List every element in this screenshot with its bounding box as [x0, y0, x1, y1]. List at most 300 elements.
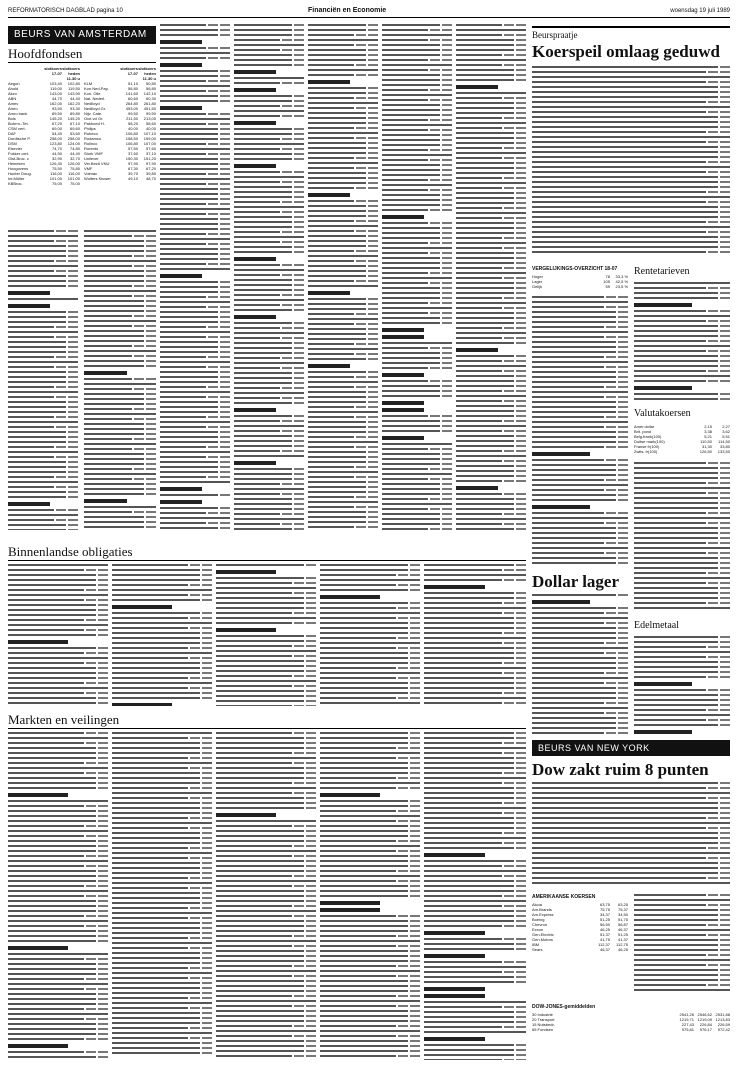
text-line: [216, 792, 316, 795]
text-line: [424, 817, 526, 820]
text-line: [216, 577, 316, 580]
text-line: [216, 700, 316, 703]
text-line: [634, 949, 730, 952]
text-line: [112, 807, 212, 810]
row-label: Kon. Olie: [84, 91, 101, 96]
text-line: [234, 478, 304, 481]
text-line: [216, 570, 276, 574]
text-line: [634, 462, 730, 465]
text-line: [634, 592, 730, 595]
text-line: [456, 297, 526, 300]
text-line: [456, 498, 526, 501]
text-line: [320, 767, 420, 770]
row-label: Wolters Kluwer: [84, 176, 111, 181]
row-label: Hoogovens: [8, 166, 29, 171]
row-label: 30 Industrie: [532, 1012, 553, 1017]
text-line: [112, 599, 212, 602]
running-header: [8, 6, 730, 18]
text-line: [456, 137, 526, 140]
text-line: [112, 762, 212, 765]
text-line: [532, 687, 628, 690]
text-line: [308, 318, 378, 321]
text-line: [532, 66, 730, 69]
text-line: [112, 967, 212, 970]
text-line: [320, 627, 420, 630]
text-line: [8, 697, 108, 700]
text-line: [634, 477, 730, 480]
text-line: [456, 44, 526, 47]
text-line: [320, 752, 420, 755]
text-line: [320, 840, 420, 843]
text-line: [382, 328, 424, 332]
text-line: [112, 847, 212, 850]
text-line: [160, 178, 230, 181]
row-label: Akzo: [8, 91, 17, 96]
text-line: [456, 257, 526, 260]
text-line: [320, 702, 420, 705]
row-label: Elsevier: [8, 146, 23, 151]
text-line: [308, 391, 378, 394]
text-line: [160, 476, 230, 479]
text-line: [424, 832, 526, 835]
text-line: [112, 917, 212, 920]
row-label: Ver.Bezit VNU: [84, 161, 110, 166]
row-value: 60,60: [127, 96, 138, 101]
text-line: [308, 49, 378, 52]
text-line: [424, 931, 485, 935]
text-line: [634, 944, 730, 947]
text-line: [8, 401, 78, 404]
text-line: [234, 332, 304, 335]
text-line: [234, 342, 304, 345]
row-value: 40,00: [145, 126, 156, 131]
row-value: 58,60: [145, 121, 156, 126]
text-line: [308, 358, 378, 361]
row-value: 106,80: [125, 131, 138, 136]
text-line: [160, 441, 230, 444]
row-value: 63,25: [617, 902, 628, 907]
text-line: [382, 425, 452, 428]
text-line: [8, 311, 78, 314]
text-line: [456, 410, 526, 413]
text-line: [320, 850, 420, 853]
text-line: [424, 880, 526, 883]
text-line: [8, 421, 78, 424]
row-value: 75,75: [599, 907, 610, 912]
text-line: [532, 361, 628, 364]
text-line: [456, 518, 526, 521]
text-line: [234, 226, 304, 229]
row-value: 97,90: [127, 161, 138, 166]
text-line: [320, 682, 420, 685]
text-line: [234, 211, 304, 214]
text-line: [308, 526, 378, 529]
text-line: [234, 461, 276, 465]
row-value: 33,3 %: [615, 274, 628, 279]
row-value: 227,43: [681, 1022, 694, 1027]
text-line: [382, 498, 452, 501]
text-line: [456, 307, 526, 310]
row-value: 2541,26: [679, 1012, 694, 1017]
text-line: [84, 418, 156, 421]
text-line: [216, 1015, 316, 1018]
text-line: [234, 236, 304, 239]
text-line: [216, 645, 316, 648]
text-line: [382, 458, 452, 461]
text-line: [8, 890, 108, 893]
text-line: [112, 817, 212, 820]
text-line: [8, 496, 78, 499]
text-line: [308, 122, 378, 125]
text-line: [532, 517, 628, 520]
text-line: [234, 347, 304, 350]
text-line: [424, 807, 526, 810]
text-line: [424, 802, 526, 805]
text-line: [84, 305, 156, 308]
text-line: [84, 506, 156, 509]
text-line: [8, 880, 108, 883]
text-line: [160, 143, 230, 146]
text-line: [308, 187, 378, 190]
text-line: [532, 852, 730, 855]
text-line: [532, 797, 730, 800]
text-line: [308, 97, 378, 100]
text-line: [320, 1055, 420, 1058]
text-line: [424, 692, 526, 695]
text-line: [320, 960, 420, 963]
text-line: [382, 463, 452, 466]
text-line: [456, 92, 526, 95]
text-line: [112, 677, 212, 680]
text-line: [634, 636, 730, 639]
text-line: [112, 907, 212, 910]
text-line: [8, 280, 78, 283]
row-value: 44,40: [69, 96, 80, 101]
text-line: [532, 226, 730, 229]
text-line: [320, 667, 420, 670]
text-line: [8, 935, 108, 938]
text-line: [308, 481, 378, 484]
text-line: [532, 141, 730, 144]
text-line: [424, 762, 526, 765]
text-line: [308, 411, 378, 414]
text-line: [234, 382, 304, 385]
text-line: [84, 245, 156, 248]
text-line: [382, 109, 452, 112]
text-line: [216, 945, 316, 948]
text-line: [308, 240, 378, 243]
text-line: [8, 240, 78, 243]
text-line: [308, 506, 378, 509]
text-line: [382, 352, 452, 355]
text-line: [634, 724, 730, 727]
text-line: [382, 385, 452, 388]
text-line: [160, 218, 230, 221]
text-line: [308, 235, 378, 238]
row-label: 65 Fondsen: [532, 1027, 554, 1032]
text-line: [532, 542, 628, 545]
text-line: [424, 797, 526, 800]
text-line: [532, 882, 730, 885]
row-label: 15 Nutsbedr.: [532, 1022, 555, 1027]
text-line: [456, 282, 526, 285]
text-line: [234, 455, 304, 458]
text-line: [216, 935, 316, 938]
text-line: [234, 315, 276, 319]
text-line: [160, 401, 230, 404]
text-line: [456, 348, 498, 352]
text-line: [532, 306, 628, 309]
text-line: [8, 291, 50, 295]
text-line: [634, 282, 730, 285]
text-line: [320, 595, 380, 599]
text-line: [320, 697, 420, 700]
text-line: [8, 1008, 108, 1011]
text-line: [424, 870, 526, 873]
text-line: [308, 323, 378, 326]
text-line: [8, 978, 108, 981]
text-line: [8, 910, 108, 913]
text-line: [160, 90, 230, 93]
text-line: [160, 203, 230, 206]
text-line: [634, 512, 730, 515]
text-line: [532, 817, 730, 820]
text-line: [160, 306, 230, 309]
text-line: [634, 345, 730, 348]
text-line: [532, 106, 730, 109]
text-line: [234, 186, 304, 189]
edelmetaal-title: Edelmetaal: [634, 620, 679, 631]
text-line: [424, 938, 526, 941]
text-line: [456, 322, 526, 325]
text-line: [634, 582, 730, 585]
row-value: 151,20: [143, 156, 156, 161]
text-line: [320, 1015, 420, 1018]
beurs-amsterdam-banner: BEURS VAN AMSTERDAM: [8, 26, 156, 44]
text-line: [216, 747, 316, 750]
text-line: [8, 326, 78, 329]
text-line: [84, 383, 156, 386]
text-line: [234, 425, 304, 428]
text-line: [532, 411, 628, 414]
text-line: [634, 682, 692, 686]
text-line: [8, 1033, 108, 1036]
row-value: 56,80: [127, 86, 138, 91]
text-line: [424, 920, 526, 923]
row-label: Nedlloyd: [84, 101, 100, 106]
text-line: [456, 475, 526, 478]
row-value: 57,50: [127, 146, 138, 151]
text-line: [320, 825, 420, 828]
row-value: 112,37: [598, 942, 610, 947]
text-line: [320, 677, 420, 680]
text-line: [8, 1018, 108, 1021]
text-line: [308, 496, 378, 499]
text-line: [382, 503, 452, 506]
text-line: [112, 672, 212, 675]
text-line: [160, 451, 230, 454]
text-line: [234, 352, 304, 355]
text-line: [320, 870, 420, 873]
text-line: [216, 910, 316, 913]
text-line: [160, 106, 202, 110]
text-line: [382, 478, 452, 481]
bond-listing-column: [320, 564, 420, 706]
text-line: [216, 797, 316, 800]
text-line: [382, 44, 452, 47]
text-line: [234, 503, 304, 506]
text-line: [112, 897, 212, 900]
text-line: [234, 181, 304, 184]
text-line: [532, 311, 628, 314]
text-line: [8, 624, 108, 627]
text-line: [424, 742, 526, 745]
text-line: [8, 762, 108, 765]
text-line: [8, 752, 108, 755]
row-value: 69,60: [69, 126, 80, 131]
text-line: [234, 196, 304, 199]
text-line: [112, 832, 212, 835]
row-label: Zwits. fr(100): [634, 449, 658, 454]
text-line: [8, 640, 68, 644]
text-line: [532, 782, 730, 785]
row-label: Pakhoed H.: [84, 121, 105, 126]
text-line: [216, 965, 316, 968]
text-line: [234, 488, 304, 491]
table-row: [8, 181, 80, 186]
text-line: [160, 471, 230, 474]
row-value: 162,00: [49, 101, 62, 106]
column-header: slotkoers 17-07: [120, 66, 138, 76]
text-line: [160, 361, 230, 364]
text-line: [456, 49, 526, 52]
text-line: [160, 356, 230, 359]
text-line: [634, 325, 730, 328]
text-line: [84, 230, 156, 233]
text-line: [8, 830, 108, 833]
text-line: [382, 139, 452, 142]
row-value: 32,70: [69, 156, 80, 161]
text-line: [532, 396, 628, 399]
text-line: [234, 153, 304, 156]
text-line: [112, 584, 212, 587]
text-line: [382, 49, 452, 52]
text-line: [308, 215, 378, 218]
text-line: [234, 216, 304, 219]
text-line: [84, 516, 156, 519]
text-line: [532, 446, 628, 449]
text-line: [216, 940, 316, 943]
text-line: [308, 117, 378, 120]
text-line: [216, 607, 316, 610]
text-line: [382, 149, 452, 152]
text-line: [532, 441, 628, 444]
text-line: [160, 396, 230, 399]
text-line: [160, 376, 230, 379]
text-line: [320, 687, 420, 690]
text-line: [424, 875, 526, 878]
text-line: [424, 767, 526, 770]
text-line: [308, 491, 378, 494]
text-line: [234, 523, 304, 526]
text-line: [456, 400, 526, 403]
text-line: [308, 127, 378, 130]
text-line: [532, 121, 730, 124]
text-line: [456, 97, 526, 100]
text-line: [112, 747, 212, 750]
text-line: [456, 212, 526, 215]
vergelijkings-title: VERGELIJKINGS-OVERZICHT 18-07: [532, 266, 618, 272]
text-line: [160, 426, 230, 429]
row-value: 48,70: [145, 176, 156, 181]
text-line: [8, 564, 108, 567]
row-label: IBM: [532, 942, 540, 947]
text-line: [8, 426, 78, 429]
text-line: [8, 875, 108, 878]
row-value: 112,75: [616, 942, 628, 947]
text-line: [234, 77, 304, 80]
text-line: [8, 672, 108, 675]
text-line: [634, 676, 730, 679]
text-line: [308, 162, 378, 165]
row-value: 32,90: [51, 156, 62, 161]
text-line: [424, 672, 526, 675]
row-value: 31,30: [701, 444, 712, 449]
text-line: [234, 128, 304, 131]
text-line: [8, 993, 108, 996]
text-line: [234, 498, 304, 501]
text-line: [634, 527, 730, 530]
text-line: [532, 857, 730, 860]
text-line: [456, 375, 526, 378]
text-line: [424, 842, 526, 845]
text-line: [320, 800, 420, 803]
text-line: [308, 426, 378, 429]
text-line: [532, 421, 628, 424]
text-line: [532, 321, 628, 324]
text-line: [8, 270, 78, 273]
row-value: 67,30: [127, 166, 138, 171]
text-line: [216, 690, 316, 693]
text-line: [382, 209, 452, 212]
text-line: [634, 709, 730, 712]
text-line: [532, 221, 730, 224]
text-line: [234, 138, 304, 141]
text-line: [234, 59, 304, 62]
text-line: [424, 657, 526, 660]
text-line: [234, 241, 304, 244]
text-line: [160, 286, 230, 289]
text-line: [308, 451, 378, 454]
text-line: [532, 872, 730, 875]
text-line: [532, 802, 730, 805]
text-line: [112, 692, 212, 695]
row-value: 2,15: [704, 424, 712, 429]
text-line: [8, 396, 78, 399]
text-line: [634, 689, 730, 692]
text-line: [532, 131, 730, 134]
text-line: [634, 562, 730, 565]
row-value: 116,00: [68, 171, 80, 176]
text-line: [532, 867, 730, 870]
row-value: 2531,88: [715, 1012, 730, 1017]
text-line: [424, 910, 526, 913]
row-value: 51,75: [617, 917, 628, 922]
text-line: [216, 772, 316, 775]
text-line: [112, 822, 212, 825]
row-value: 34,50: [617, 912, 628, 917]
text-line: [308, 406, 378, 409]
